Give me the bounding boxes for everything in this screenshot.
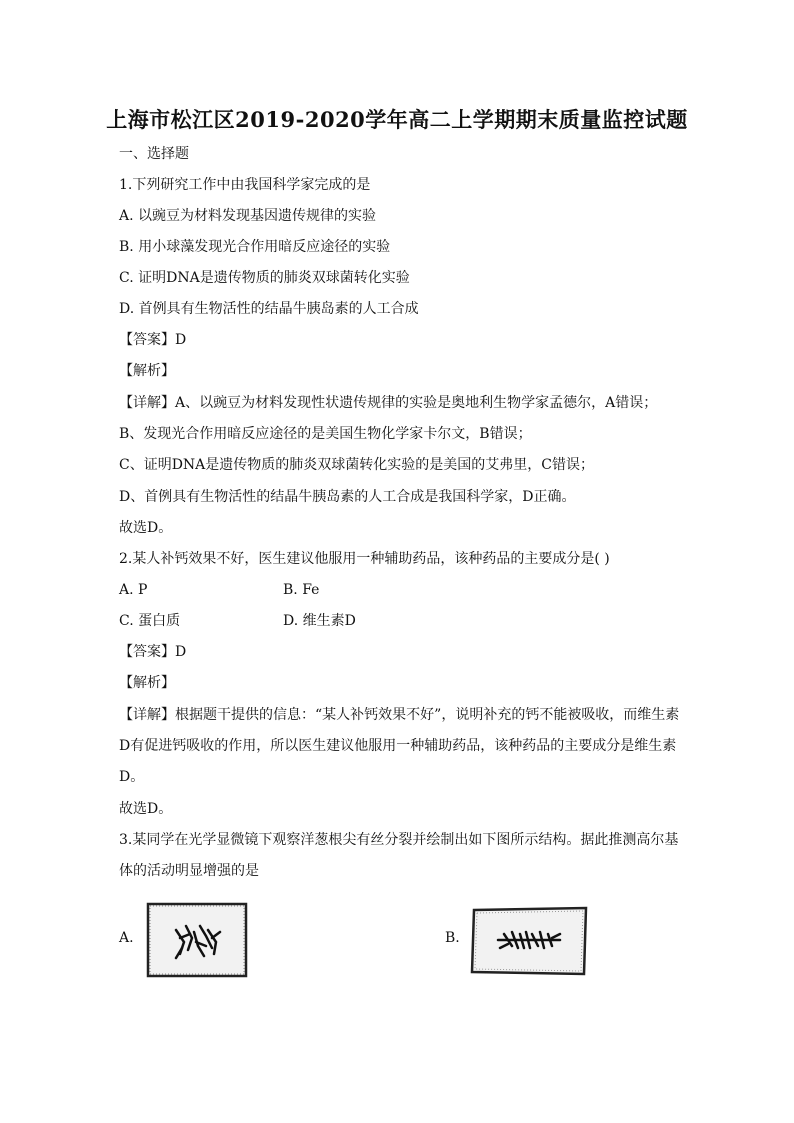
q1-analysis: 【解析】: [119, 363, 175, 379]
q1-answer: 【答案】D: [119, 332, 187, 348]
q1-detail-3: C、证明DNA是遗传物质的肺炎双球菌转化实验的是美国的艾弗里，C错误；: [119, 457, 595, 473]
q2-analysis: 【解析】: [119, 675, 175, 691]
q1-option-d: D. 首例具有生物活性的结晶牛胰岛素的人工合成: [119, 301, 419, 317]
q2-answer: 【答案】D: [119, 644, 187, 660]
q2-detail-2: D有促进钙吸收的作用，所以医生建议他服用一种辅助药品，该种药品的主要成分是维生素: [119, 738, 677, 754]
q2-option-c: C. 蛋白质: [119, 613, 181, 629]
q2-option-b: B. Fe: [283, 582, 320, 598]
q1-stem: 1.下列研究工作中由我国科学家完成的是: [119, 177, 371, 193]
q2-detail-3: D。: [119, 769, 145, 785]
q2-conclusion: 故选D。: [119, 801, 173, 817]
q1-option-c: C. 证明DNA是遗传物质的肺炎双球菌转化实验: [119, 270, 410, 286]
q2-stem: 2.某人补钙效果不好，医生建议他服用一种辅助药品，该种药品的主要成分是( ): [119, 551, 610, 567]
section-heading: 一、选择题: [119, 146, 189, 162]
q1-detail-4: D、首例具有生物活性的结晶牛胰岛素的人工合成是我国科学家，D正确。: [119, 489, 576, 505]
q3-figure-b-cell: [468, 904, 590, 978]
q3-figure-a-label: A.: [119, 930, 134, 946]
q3-stem-line-2: 体的活动明显增强的是: [119, 863, 259, 879]
q2-detail-1: 【详解】根据题干提供的信息：“某人补钙效果不好”，说明补充的钙不能被吸收，而维生素: [119, 707, 680, 723]
q3-figure-a-cell: [146, 902, 248, 978]
document-title: 上海市松江区2019-2020学年高二上学期期末质量监控试题: [106, 107, 688, 132]
q1-detail-1: 【详解】A、以豌豆为材料发现性状遗传规律的实验是奥地利生物学家孟德尔，A错误；: [119, 395, 658, 411]
q1-detail-2: B、发现光合作用暗反应途径的是美国生物化学家卡尔文，B错误；: [119, 426, 532, 442]
q2-option-d: D. 维生素D: [283, 613, 356, 629]
q3-stem-line-1: 3.某同学在光学显微镜下观察洋葱根尖有丝分裂并绘制出如下图所示结构。据此推测高尔基: [119, 832, 679, 848]
q3-figure-b-label: B.: [445, 930, 460, 946]
q1-option-a: A. 以豌豆为材料发现基因遗传规律的实验: [119, 208, 377, 224]
q1-option-b: B. 用小球藻发现光合作用暗反应途径的实验: [119, 239, 391, 255]
q1-conclusion: 故选D。: [119, 520, 173, 536]
q2-option-a: A. P: [119, 582, 148, 598]
